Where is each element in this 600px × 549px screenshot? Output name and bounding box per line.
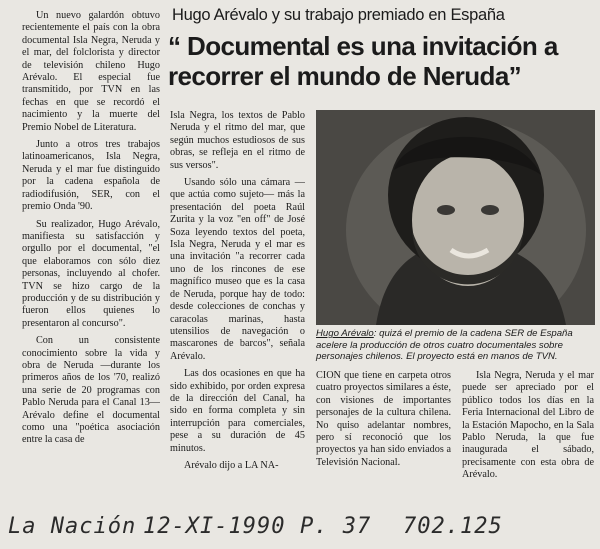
- column-paragraph: CION que tiene en carpeta otros cuatro proyectos similares a éste, con visiones de importantes personajes de la cultura chilena. No quiso adelantar nombres, pero sí reconoció que los proyectos ya han sido enviados a Televisión Nacional.: [316, 370, 451, 468]
- annotation-date: 12-XI-1990: [143, 514, 286, 539]
- portrait-illustration: [316, 110, 595, 325]
- column-paragraph: Isla Negra, los textos de Pablo Neruda y el ritmo del mar, que según muchos estudiosos de sus obras, se refleja en el ritmo de sus versos".: [170, 110, 305, 171]
- column-paragraph: Isla Negra, Neruda y el mar puede ser apreciado por el público todos los días en la Feria Internacional del Libro de la Estación Mapocho, en la Sala Pablo Neruda, la que fue inaugurada el sábado, precisamente con esta obra de Arévalo.: [462, 370, 594, 481]
- handwritten-annotation: [8, 508, 598, 546]
- column-paragraph: Su realizador, Hugo Arévalo, manifiesta su satisfacción y orgullo por el documental, "el que elaboramos con sólo diez personas, incluyendo al chofer. TVN se hizo cargo de la producción y de su distribución y fueron ellos quienes lo presentaron al concurso".: [22, 218, 160, 329]
- caption-person-name: Hugo Arévalo: [316, 328, 374, 339]
- portrait-photo: [316, 110, 595, 325]
- column-paragraph: Usando sólo una cámara —que actúa como sujeto— más la presentación del poeta Raúl Zurita y la voz "en off" de José Soza leyendo textos del poeta, Isla Negra, Neruda y el mar es una invitación "a recorrer cada uno de los rincones de ese magnífico museo que es la casa de Neruda, porque hay de todo: desde colecciones de conchas y caracolas marinas, hasta utensilios de navegación o mascarones de barcos", señala Arévalo.: [170, 177, 305, 362]
- column-paragraph: Un nuevo galardón obtuvo recientemente el país con la obra documental Isla Negra, Neruda y el mar, del folclorista y director de televisión chileno Hugo Arévalo. El especial fue transmitido, por TVN en las fechas en que se recordó el nacimiento y la muerte del Premio Nobel de Literatura.: [22, 10, 160, 133]
- photo-caption: [316, 328, 595, 363]
- column-paragraph: Junto a otros tres trabajos latinoamericanos, Isla Negra, Neruda y el mar fue distinguido por la cadena española de radiodifusión, SER, con el premio Onda '90.: [22, 139, 160, 213]
- article-column-3: [316, 370, 451, 474]
- article-headline: “ Documental es una invitación a recorrer el mundo de Neruda”: [168, 31, 558, 91]
- annotation-page: P. 37: [300, 514, 372, 539]
- column-paragraph: Arévalo dijo a LA NA-: [184, 459, 279, 471]
- article-column-1: [22, 10, 160, 452]
- article-column-2: [170, 110, 305, 477]
- annotation-source: La Nación: [8, 514, 137, 539]
- article-column-4: [462, 370, 594, 487]
- column-paragraph: Las dos ocasiones en que ha sido exhibido, por orden expresa de la dirección del Canal, ha sido en forma completa y sin interrupción para comerciales, pese a su duración de 45 minutos.: [170, 368, 305, 454]
- caption-text: : quizá el premio de la cadena SER de España acelere la producción de otros cuatro documentales sobre personajes chilenos. El proyecto está en manos de TVN.: [316, 328, 573, 363]
- article-kicker: Hugo Arévalo y su trabajo premiado en España: [172, 6, 505, 24]
- annotation-archive-code: 702.125: [403, 514, 503, 539]
- column-paragraph: Con un consistente conocimiento sobre la vida y obra de Neruda —durante los primeros años de los '70, realizó una serie de 20 programas con Pablo Neruda para el Canal 13— Arévalo define el documental como una "poética asociación entre la casa de: [22, 335, 160, 446]
